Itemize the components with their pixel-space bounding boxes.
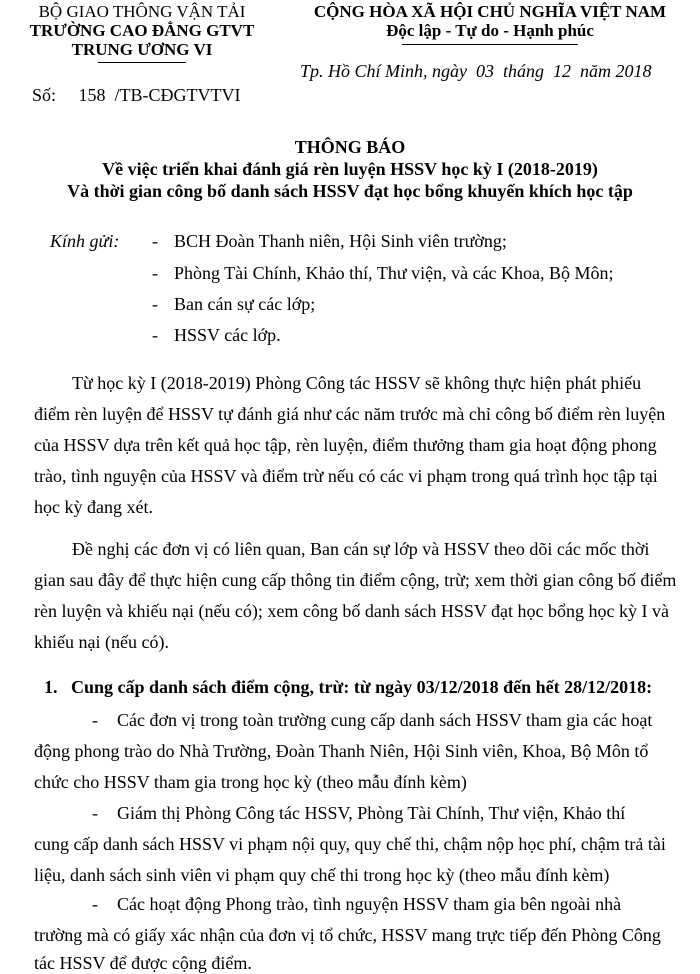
bullet-line: chức cho HSSV tham gia trong học kỳ (theo mẫu đính kèm) [34,772,467,792]
document-subtitle-1: Về việc triển khai đánh giá rèn luyện HSSV học kỳ I (2018-2019) [102,159,598,179]
recipients-label: Kính gửi: [50,231,120,251]
recipient-item: Ban cán sự các lớp; [174,294,316,314]
document-number: Số: 158 /TB-CĐGTVTVI [32,85,241,105]
section-1-heading: 1. Cung cấp danh sách điểm cộng, trừ: từ ngày 03/12/2018 đến hết 28/12/2018: [44,677,653,697]
bullet-line: trường mà có giấy xác nhận của đơn vị tổ chức, HSSV mang trực tiếp đến Phòng Công [34,925,661,945]
bullet-dash: - [92,894,98,914]
paragraph-line: trào, tình nguyện của HSSV và điểm trừ nếu có các vi phạm trong quá trình học tập tại [34,466,658,486]
paragraph-line: Đề nghị các đơn vị có liên quan, Ban cán sự lớp và HSSV theo dõi các mốc thời [72,539,650,559]
recipient-item: HSSV các lớp. [174,325,281,345]
national-motto: Độc lập - Tự do - Hạnh phúc [386,21,594,40]
bullet-dash: - [92,803,98,823]
bullet-dash: - [92,710,98,730]
paragraph-line: của HSSV dựa trên kết quả học tập, rèn luyện, điểm thưởng tham gia hoạt động phong [34,435,657,455]
paragraph-line: khiếu nại (nếu có). [34,632,169,652]
paragraph-line: Từ học kỳ I (2018-2019) Phòng Công tác HSSV sẽ không thực hiện phát phiếu [72,373,642,393]
bullet-line: động phong trào do Nhà Trường, Đoàn Thanh Niên, Hội Sinh viên, Khoa, Bộ Môn tổ [34,741,649,761]
header-left-underline [98,62,186,63]
document-heading: THÔNG BÁO [294,137,406,157]
recipient-item: BCH Đoàn Thanh niên, Hội Sinh viên trường; [174,231,507,251]
bullet-line: Các đơn vị trong toàn trường cung cấp danh sách HSSV tham gia các hoạt [117,710,653,730]
bullet-line: liệu, danh sách sinh viên vi phạm quy chế thi trong học kỳ (theo mẫu đính kèm) [34,865,610,885]
document-subtitle-2: Và thời gian công bố danh sách HSSV đạt học bổng khuyến khích học tập [67,181,633,201]
motto-underline [402,44,578,45]
bullet-line: tác HSSV để được cộng điểm. [34,953,252,973]
paragraph-line: rèn luyện và khiếu nại (nếu có); xem công bố danh sách HSSV đạt học bổng học kỳ I và [34,601,670,621]
recipient-item: Phòng Tài Chính, Khảo thí, Thư viện, và các Khoa, Bộ Môn; [174,263,614,283]
place-and-date: Tp. Hồ Chí Minh, ngày 03 tháng 12 năm 2018 [300,61,652,81]
bullet-line: cung cấp danh sách HSSV vi phạm nội quy, quy chế thi, chậm nộp học phí, chậm trả tài [34,834,666,854]
school-name-line2: TRUNG ƯƠNG VI [71,40,213,59]
recipient-dash: - [152,263,158,283]
ministry-name: BỘ GIAO THÔNG VẬN TẢI [38,2,246,21]
paragraph-line: học kỳ đang xét. [34,497,153,517]
recipient-dash: - [152,294,158,314]
bullet-line: Các hoạt động Phong trào, tình nguyện HSSV tham gia bên ngoài nhà [117,894,622,914]
recipient-dash: - [152,231,158,251]
paragraph-line: điểm rèn luyện để HSSV tự đánh giá như các năm trước mà chỉ công bố điểm rèn luyện [34,404,666,424]
recipient-dash: - [152,325,158,345]
country-name: CỘNG HÒA XÃ HỘI CHỦ NGHĨA VIỆT NAM [313,2,667,21]
paragraph-line: gian sau đây để thực hiện cung cấp thông tin điểm cộng, trừ; xem thời gian công bố điểm [34,570,677,590]
school-name-line1: TRƯỜNG CAO ĐẲNG GTVT [29,21,255,40]
bullet-line: Giám thị Phòng Công tác HSSV, Phòng Tài Chính, Thư viện, Khảo thí [117,803,626,823]
